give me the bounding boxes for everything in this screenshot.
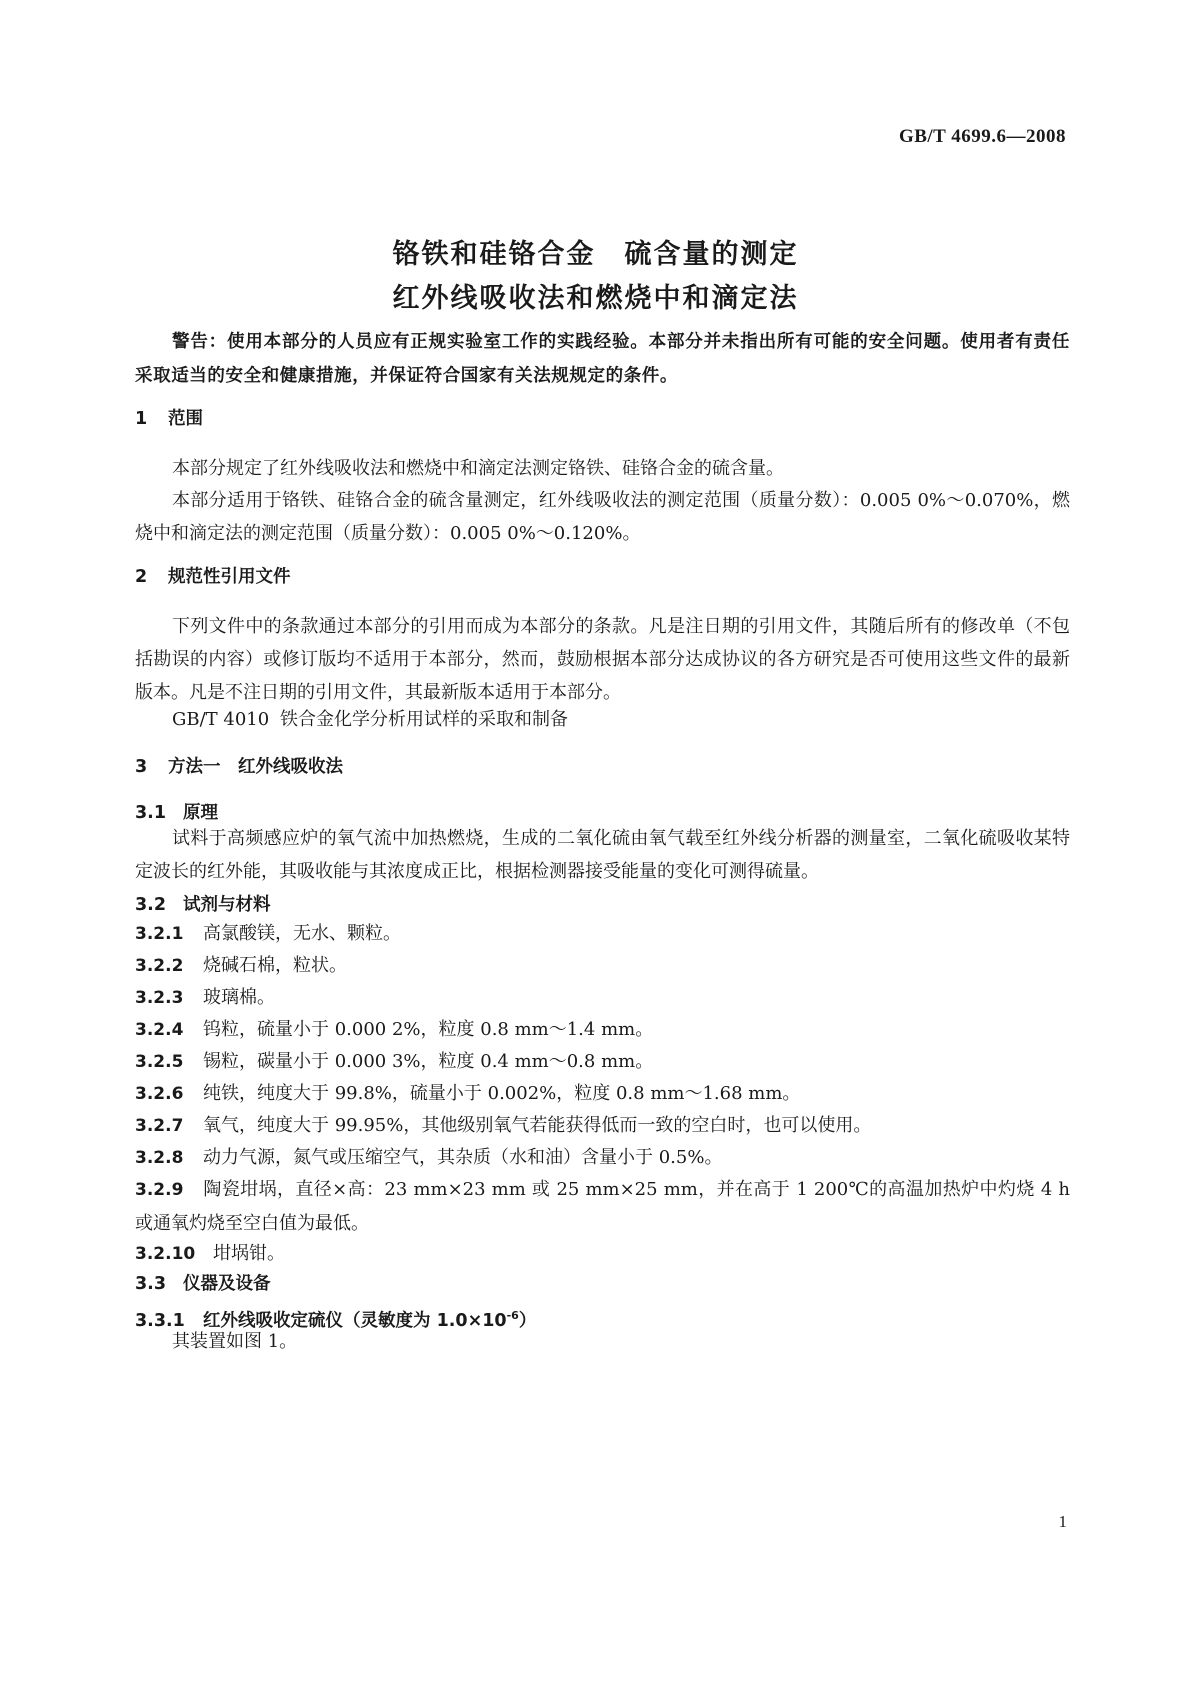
section-3-3-heading	[135, 1271, 271, 1297]
reagent-item: 3.2.1 高氯酸镁，无水、颗粒。	[135, 923, 401, 944]
page-number: 1	[1058, 1512, 1067, 1531]
warning-paragraph: 警告：使用本部分的人员应有正规实验室工作的实践经验。本部分并未指出所有可能的安全问题。使用者有责任采取适当的安全和健康措施，并保证符合国家有关法规规定的条件。	[135, 332, 1070, 386]
section-3-3-1-paragraph: 其装置如图 1。	[172, 1331, 298, 1352]
section-title-close: ）	[518, 1311, 537, 1331]
section-number: 3.1	[135, 803, 167, 823]
reagent-item: 3.2.3 玻璃棉。	[135, 987, 275, 1008]
reagent-item: 3.2.10 坩埚钳。	[135, 1243, 285, 1264]
reagent-item: 3.2.9 陶瓷坩埚，直径×高：23 mm×23 mm 或 25 mm×25 mm，并在高于 1 200℃的高温加热炉中灼烧 4 h 或通氧灼烧至空白值为最低。	[135, 1179, 1070, 1234]
standard-number: GB/T 4699.6—2008	[898, 126, 1066, 147]
exponent: -6	[506, 1309, 519, 1322]
reference-title: 铁合金化学分析用试样的采取和制备	[280, 709, 568, 730]
section-3-1-paragraph: 试料于高频感应炉的氧气流中加热燃烧，生成的二氧化硫由氧气载至红外线分析器的测量室，二氧化硫吸收某特定波长的红外能，其吸收能与其浓度成正比，根据检测器接受能量的变化可测得硫量。	[135, 828, 1070, 882]
section-number: 2	[135, 567, 148, 587]
section-number: 3.3	[135, 1274, 167, 1294]
section-title: 红外线吸收定硫仪（灵敏度为 1.0×10	[203, 1311, 507, 1331]
reagent-item: 3.2.6 纯铁，纯度大于 99.8%，硫量小于 0.002%，粒度 0.8 mm～1.68 mm。	[135, 1083, 801, 1104]
reference-code: GB/T 4010	[172, 709, 270, 730]
reagent-item: 3.2.2 烧碱石棉，粒状。	[135, 955, 347, 976]
section-1-paragraph-1: 本部分规定了红外线吸收法和燃烧中和滴定法测定铬铁、硅铬合金的硫含量。	[172, 458, 784, 479]
reagent-item: 3.2.7 氧气，纯度大于 99.95%，其他级别氧气若能获得低而一致的空白时，也可以使用。	[135, 1115, 872, 1136]
section-3-heading	[135, 754, 343, 780]
section-title: 仪器及设备	[183, 1274, 271, 1294]
reagent-item: 3.2.8 动力气源，氮气或压缩空气，其杂质（水和油）含量小于 0.5%。	[135, 1147, 723, 1168]
section-number: 3	[135, 757, 148, 777]
normative-reference	[172, 705, 568, 735]
section-title: 试剂与材料	[183, 895, 271, 915]
document-title-line1: 铬铁和硅铬合金 硫含量的测定	[392, 239, 799, 270]
section-number: 3.3.1	[135, 1311, 185, 1331]
section-title: 规范性引用文件	[168, 567, 291, 587]
reagent-item: 3.2.4 钨粒，硫量小于 0.000 2%，粒度 0.8 mm～1.4 mm。	[135, 1019, 654, 1040]
reagent-item: 3.2.5 锡粒，碳量小于 0.000 3%，粒度 0.4 mm～0.8 mm。	[135, 1051, 654, 1072]
section-number: 1	[135, 409, 148, 429]
section-title: 范围	[168, 409, 203, 429]
section-1-heading	[135, 406, 203, 432]
section-title: 方法一 红外线吸收法	[168, 757, 343, 777]
section-number: 3.2	[135, 895, 167, 915]
section-2-paragraph-1: 下列文件中的条款通过本部分的引用而成为本部分的条款。凡是注日期的引用文件，其随后所有的修改单（不包括勘误的内容）或修订版均不适用于本部分，然而，鼓励根据本部分达成协议的各方研究是否可使用这些文件的最新版本。凡是不注日期的引用文件，其最新版本适用于本部分。	[135, 616, 1070, 703]
section-title: 原理	[183, 803, 218, 823]
section-2-heading	[135, 564, 291, 590]
section-1-paragraph-2: 本部分适用于铬铁、硅铬合金的硫含量测定，红外线吸收法的测定范围（质量分数）：0.005 0%～0.070%，燃烧中和滴定法的测定范围（质量分数）：0.005 0%～0.120%。	[135, 490, 1070, 544]
section-3-2-heading	[135, 892, 271, 918]
document-title-line2: 红外线吸收法和燃烧中和滴定法	[392, 283, 799, 314]
